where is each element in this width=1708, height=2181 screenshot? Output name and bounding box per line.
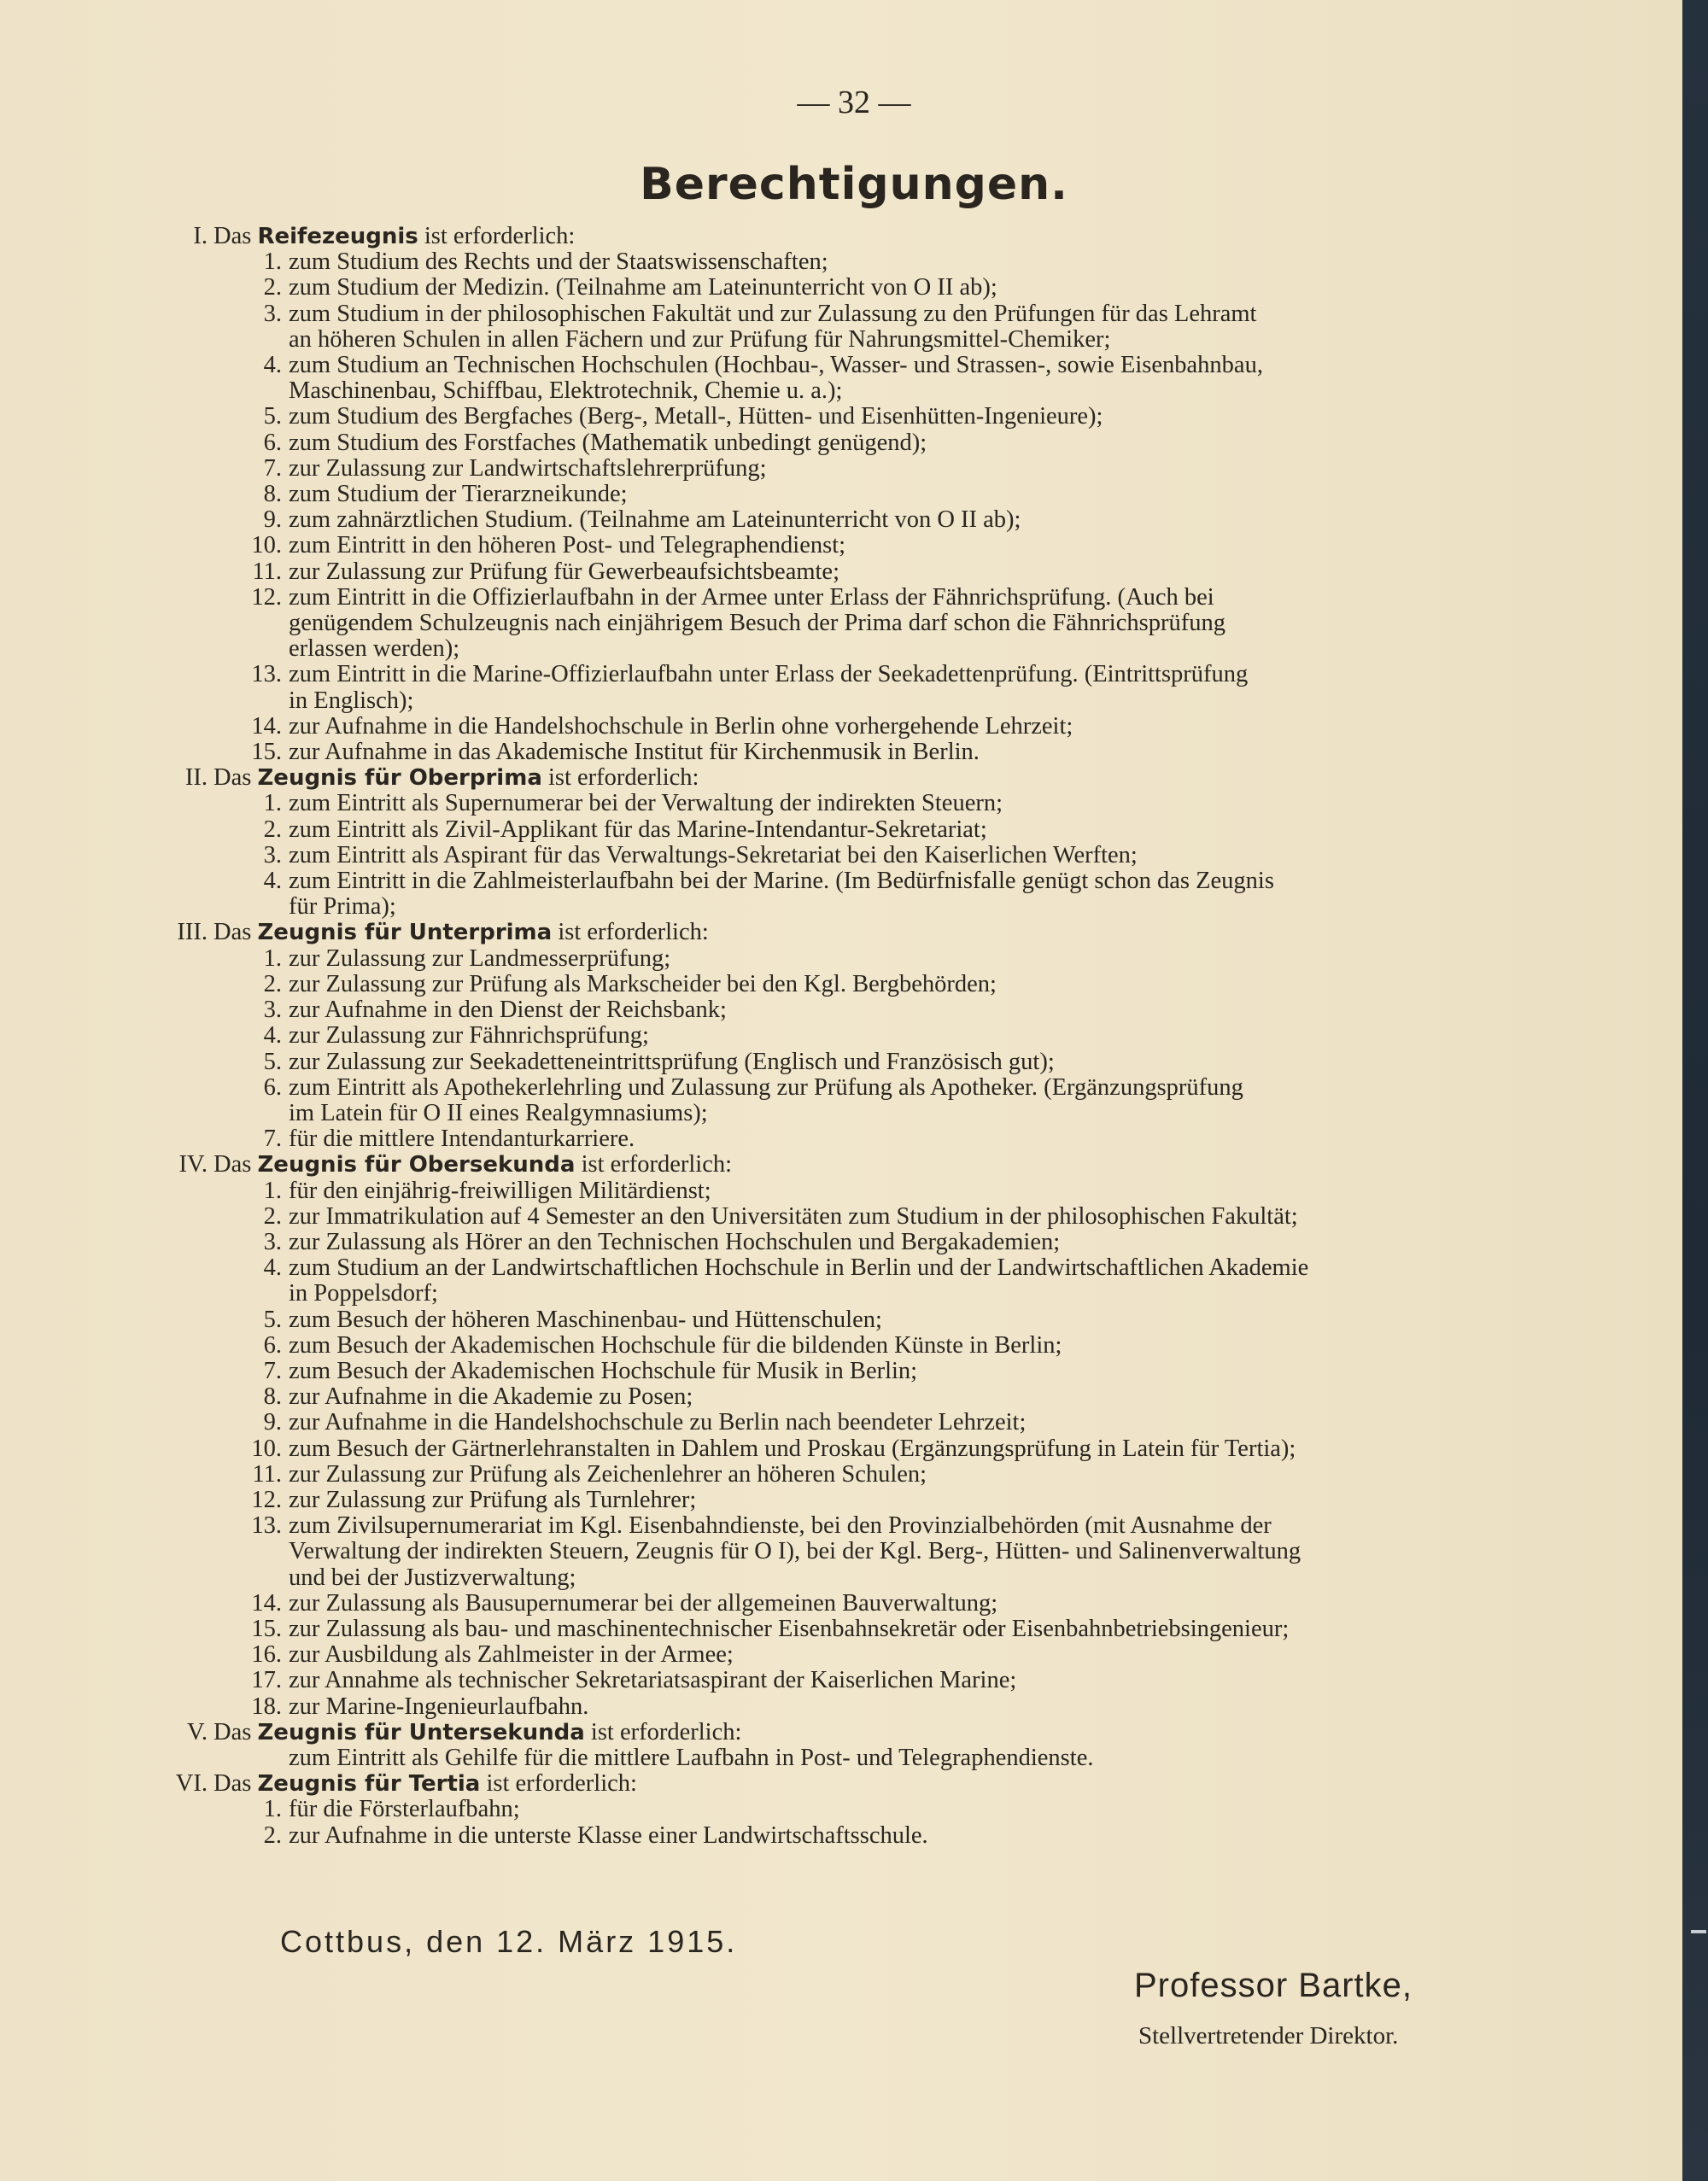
item-text: Verwaltung der indirekten Steuern, Zeugnis für O I), bei der Kgl. Berg-, Hütten- und Salinenverwaltung: [289, 1538, 1301, 1565]
section-suffix: ist erforderlich:: [424, 223, 576, 249]
section-suffix: ist erforderlich:: [590, 1718, 742, 1745]
item-text: zur Ausbildung als Zahlmeister in der Armee;: [289, 1641, 734, 1669]
section-heading: [0, 1771, 1537, 1797]
list-item: [0, 611, 1537, 636]
list-item: [0, 1307, 1537, 1333]
item-text: für die Försterlaufbahn;: [289, 1796, 520, 1823]
list-item: [0, 843, 1537, 868]
item-text: zur Zulassung zur Prüfung für Gewerbeaufsichtsbeamte;: [289, 558, 839, 585]
section-heading: [0, 1720, 1537, 1745]
section-numeral: III.: [177, 919, 208, 946]
item-number: 12.: [251, 1486, 282, 1513]
item-text: zur Zulassung zur Landwirtschaftslehrerprüfung;: [289, 454, 767, 482]
list-item: [0, 1230, 1537, 1255]
section-numeral: II.: [184, 764, 208, 792]
entitlements-list: [0, 224, 1537, 1849]
item-number: 9.: [263, 506, 282, 534]
item-text: zum Studium des Rechts und der Staatswissenschaften;: [289, 249, 828, 276]
item-text: in Poppelsdorf;: [289, 1280, 438, 1307]
item-number: 1.: [263, 249, 282, 276]
list-item: [0, 378, 1537, 404]
item-number: 2.: [263, 1202, 282, 1230]
item-text: zur Annahme als technischer Sekretariatsaspirant der Kaiserlichen Marine;: [289, 1667, 1017, 1694]
item-number: 5.: [263, 403, 282, 430]
list-item: [0, 353, 1537, 378]
item-text: zum Eintritt als Apothekerlehrling und Zulassung zur Prüfung als Apotheker. (Ergänzungsprüfung: [289, 1073, 1243, 1101]
section-numeral: V.: [186, 1718, 208, 1745]
item-text: zur Zulassung als bau- und maschinentechnischer Eisenbahnsekretär oder Eisenbahnbetriebsingenieur;: [289, 1615, 1290, 1642]
item-number: 5.: [263, 1306, 282, 1333]
item-number: 12.: [251, 583, 282, 611]
list-item: [0, 404, 1537, 430]
item-number: 5.: [263, 1048, 282, 1075]
item-number: 7.: [263, 454, 282, 482]
section-heading: [0, 224, 1537, 249]
item-number: 15.: [251, 1615, 282, 1642]
item-number: 3.: [263, 841, 282, 868]
section-prefix: Das: [214, 223, 252, 249]
item-text: zur Zulassung als Bausupernumerar bei der allgemeinen Bauverwaltung;: [289, 1589, 998, 1617]
item-text: zur Zulassung zur Fähnrichsprüfung;: [289, 1022, 649, 1050]
item-number: 13.: [251, 661, 282, 688]
list-item: [0, 1384, 1537, 1410]
section-prefix: Das: [214, 1718, 252, 1745]
section-suffix: ist erforderlich:: [547, 764, 699, 792]
list-item: [0, 997, 1537, 1023]
section-suffix: ist erforderlich:: [486, 1770, 637, 1798]
list-item: [0, 430, 1537, 456]
item-text: zur Aufnahme in die unterste Klasse einer Landwirtschaftsschule.: [289, 1821, 928, 1849]
list-item: [0, 1797, 1537, 1822]
list-item: [0, 1488, 1537, 1513]
item-text: zum Eintritt als Zivil-Applikant für das Marine-Intendantur-Sekretariat;: [289, 816, 987, 843]
item-text: zum Studium der Tierarzneikunde;: [289, 481, 628, 508]
list-item: [0, 1050, 1537, 1075]
item-text: zum Studium der Medizin. (Teilnahme am Lateinunterricht von O II ab);: [289, 274, 997, 301]
list-item: [0, 1591, 1537, 1617]
list-item: [0, 1642, 1537, 1668]
item-number: 18.: [251, 1693, 282, 1720]
item-text: für Prima);: [289, 893, 396, 921]
item-text: zur Zulassung als Hörer an den Technischen Hochschulen und Bergakademien;: [289, 1228, 1061, 1255]
list-item: [0, 559, 1537, 585]
item-text: Maschinenbau, Schiffbau, Elektrotechnik, Chemie u. a.);: [289, 377, 843, 405]
edge-mark: [1691, 1930, 1706, 1933]
list-item: [0, 585, 1537, 611]
item-number: 6.: [263, 1073, 282, 1101]
list-item: [0, 1565, 1537, 1591]
item-number: 7.: [263, 1357, 282, 1384]
list-item: [0, 714, 1537, 740]
item-number: 1.: [263, 944, 282, 972]
item-text: zur Marine-Ingenieurlaufbahn.: [289, 1693, 589, 1720]
item-number: 4.: [263, 1254, 282, 1282]
page-number: — 32 —: [797, 85, 911, 120]
item-text: zur Zulassung zur Landmesserprüfung;: [289, 944, 671, 972]
page-title: Berechtigungen.: [640, 159, 1068, 210]
item-number: 8.: [263, 481, 282, 508]
list-item: [0, 533, 1537, 558]
item-number: 3.: [263, 300, 282, 327]
section-prefix: Das: [214, 764, 252, 792]
item-text: zum Eintritt in den höheren Post- und Telegraphendienst;: [289, 532, 846, 559]
list-item: [0, 972, 1537, 997]
item-number: 14.: [251, 1589, 282, 1617]
item-number: 14.: [251, 712, 282, 740]
item-text: zum Studium des Bergfaches (Berg-, Metall-, Hütten- und Eisenhütten-Ingenieure);: [289, 403, 1103, 430]
item-number: 6.: [263, 429, 282, 456]
item-number: 16.: [251, 1641, 282, 1669]
list-item: [0, 1126, 1537, 1152]
certificate-name: Zeugnis für Tertia: [257, 1771, 481, 1798]
list-item: [0, 1359, 1537, 1384]
item-number: 2.: [263, 274, 282, 301]
item-number: 11.: [252, 1460, 282, 1488]
item-number: 4.: [263, 868, 282, 895]
item-number: 8.: [263, 1383, 282, 1411]
item-text: genügendem Schulzeugnis nach einjährigem Besuch der Prima darf schon die Fähnrichsprüfung: [289, 610, 1225, 637]
list-item: [0, 456, 1537, 482]
list-item: [0, 636, 1537, 662]
item-text: zur Aufnahme in die Akademie zu Posen;: [289, 1383, 693, 1411]
list-item: [0, 507, 1537, 533]
section-heading: [0, 765, 1537, 791]
list-item: [0, 1333, 1537, 1359]
item-text: in Englisch);: [289, 687, 414, 714]
list-item: [0, 1617, 1537, 1642]
item-number: 1.: [263, 790, 282, 817]
item-text: und bei der Justizverwaltung;: [289, 1564, 576, 1591]
item-number: 11.: [252, 558, 282, 585]
item-text: zum Besuch der höheren Maschinenbau- und Hüttenschulen;: [289, 1306, 882, 1333]
item-text: zur Zulassung zur Seekadetteneintrittsprüfung (Englisch und Französisch gut);: [289, 1048, 1055, 1075]
item-text: zum Besuch der Akademischen Hochschule für die bildenden Künste in Berlin;: [289, 1331, 1062, 1359]
section-suffix: ist erforderlich:: [581, 1151, 733, 1178]
item-number: 13.: [251, 1512, 282, 1540]
list-item: [0, 327, 1537, 353]
item-text: zum Studium in der philosophischen Fakultät und zur Zulassung zu den Prüfungen für das Lehramt: [289, 300, 1257, 327]
item-text: zur Zulassung zur Prüfung als Zeichenlehrer an höheren Schulen;: [289, 1460, 927, 1488]
item-number: 4.: [263, 1022, 282, 1050]
list-item: [0, 946, 1537, 972]
section-suffix: ist erforderlich:: [558, 919, 709, 946]
item-text: zur Aufnahme in den Dienst der Reichsbank;: [289, 997, 727, 1024]
section-numeral: IV.: [178, 1151, 208, 1178]
item-number: 3.: [263, 1228, 282, 1255]
item-number: 10.: [251, 1435, 282, 1462]
section-text: zum Eintritt als Gehilfe für die mittlere Laufbahn in Post- und Telegraphendienste.: [289, 1744, 1094, 1771]
item-number: 1.: [263, 1796, 282, 1823]
item-number: 2.: [263, 970, 282, 997]
item-text: zur Aufnahme in die Handelshochschule in Berlin ohne vorhergehende Lehrzeit;: [289, 712, 1073, 740]
item-text: zum Besuch der Gärtnerlehranstalten in Dahlem und Proskau (Ergänzungsprüfung in Latein für Tertia);: [289, 1435, 1296, 1462]
item-text: zur Aufnahme in die Handelshochschule zu Berlin nach beendeter Lehrzeit;: [289, 1409, 1027, 1436]
list-item: [0, 1694, 1537, 1720]
certificate-name: Reifezeugnis: [257, 224, 418, 249]
section-numeral: I.: [193, 223, 208, 249]
certificate-name: Zeugnis für Oberprima: [257, 765, 542, 792]
list-item: [0, 1513, 1537, 1539]
list-item: [0, 868, 1537, 894]
item-text: an höheren Schulen in allen Fächern und zur Prüfung für Nahrungsmittel-Chemiker;: [289, 325, 1111, 353]
list-item: [0, 1255, 1537, 1281]
item-text: zur Immatrikulation auf 4 Semester an den Universitäten zum Studium in der philosophischen Fakultät;: [289, 1202, 1298, 1230]
item-text: zum Eintritt in die Marine-Offizierlaufbahn unter Erlass der Seekadettenprüfung. (Eintrittsprüfung: [289, 661, 1249, 688]
section-prefix: Das: [214, 1770, 252, 1798]
list-item: [0, 1281, 1537, 1307]
list-item: [0, 301, 1537, 327]
list-item: [0, 1436, 1537, 1462]
item-number: 15.: [251, 739, 282, 766]
list-item: [0, 662, 1537, 687]
list-item: [0, 275, 1537, 301]
item-number: 3.: [263, 997, 282, 1024]
item-number: 1.: [263, 1177, 282, 1204]
item-text: zur Zulassung zur Prüfung als Markscheider bei den Kgl. Bergbehörden;: [289, 970, 997, 997]
list-item: [0, 1178, 1537, 1204]
list-item: [0, 1075, 1537, 1101]
section-heading: [0, 1152, 1537, 1178]
item-number: 10.: [251, 532, 282, 559]
item-number: 6.: [263, 1331, 282, 1359]
list-item: [0, 249, 1537, 275]
item-text: zum Studium an Technischen Hochschulen (Hochbau-, Wasser- und Strassen-, sowie Eisenbahnbau,: [289, 352, 1263, 379]
item-text: für die mittlere Intendanturkarriere.: [289, 1126, 635, 1153]
list-item: [0, 1539, 1537, 1564]
item-number: 17.: [251, 1667, 282, 1694]
item-number: 9.: [263, 1409, 282, 1436]
list-item: [0, 1204, 1537, 1230]
item-text: zum Besuch der Akademischen Hochschule für Musik in Berlin;: [289, 1357, 918, 1384]
item-text: zum Zivilsupernumerariat im Kgl. Eisenbahndienste, bei den Provinzialbehörden (mit Ausnahme der: [289, 1512, 1272, 1540]
list-item: [0, 1410, 1537, 1435]
list-item: [0, 1023, 1537, 1049]
item-text: zum Studium des Forstfaches (Mathematik unbedingt genügend);: [289, 429, 927, 456]
list-item: [0, 688, 1537, 714]
section-numeral: VI.: [175, 1770, 208, 1798]
item-number: 7.: [263, 1126, 282, 1153]
item-text: erlassen werden);: [289, 635, 460, 663]
item-text: zum Eintritt als Aspirant für das Verwaltungs-Sekretariat bei den Kaiserlichen Werften;: [289, 841, 1138, 868]
item-text: zum Eintritt als Supernumerar bei der Verwaltung der indirekten Steuern;: [289, 790, 1003, 817]
list-item: [0, 1668, 1537, 1693]
item-text: zum Eintritt in die Offizierlaufbahn in der Armee unter Erlass der Fähnrichsprüfung. (Auch bei: [289, 583, 1214, 611]
item-text: für den einjährig-freiwilligen Militärdienst;: [289, 1177, 711, 1204]
list-item: [0, 1462, 1537, 1488]
item-number: 2.: [263, 1821, 282, 1849]
list-item: [0, 894, 1537, 920]
list-item: [0, 791, 1537, 816]
certificate-name: Zeugnis für Untersekunda: [257, 1719, 585, 1745]
item-text: im Latein für O II eines Realgymnasiums);: [289, 1099, 708, 1126]
section-prefix: Das: [214, 919, 252, 946]
list-item: [0, 482, 1537, 507]
signature-name: Professor Bartke,: [1134, 1967, 1413, 2004]
item-text: zum zahnärztlichen Studium. (Teilnahme am Lateinunterricht von O II ab);: [289, 506, 1021, 534]
certificate-name: Zeugnis für Obersekunda: [257, 1152, 576, 1178]
section-prefix: Das: [214, 1151, 252, 1178]
signature-role: Stellvertretender Direktor.: [1138, 2022, 1399, 2049]
item-text: zur Aufnahme in das Akademische Institut für Kirchenmusik in Berlin.: [289, 739, 980, 766]
certificate-name: Zeugnis für Unterprima: [257, 920, 553, 946]
binding-edge: [1682, 0, 1708, 2181]
list-item: [0, 1823, 1537, 1849]
place-and-date: Cottbus, den 12. März 1915.: [280, 1924, 738, 1959]
item-text: zum Eintritt in die Zahlmeisterlaufbahn bei der Marine. (Im Bedürfnisfalle genügt schon das Zeugnis: [289, 868, 1274, 895]
section-heading: [0, 920, 1537, 945]
item-number: 4.: [263, 352, 282, 379]
list-item: [0, 1101, 1537, 1126]
item-text: zur Zulassung zur Prüfung als Turnlehrer;: [289, 1486, 697, 1513]
list-item: [0, 817, 1537, 843]
item-text: zum Studium an der Landwirtschaftlichen Hochschule in Berlin und der Landwirtschaftlichen Akademie: [289, 1254, 1309, 1282]
item-number: 2.: [263, 816, 282, 843]
list-item: [0, 740, 1537, 765]
